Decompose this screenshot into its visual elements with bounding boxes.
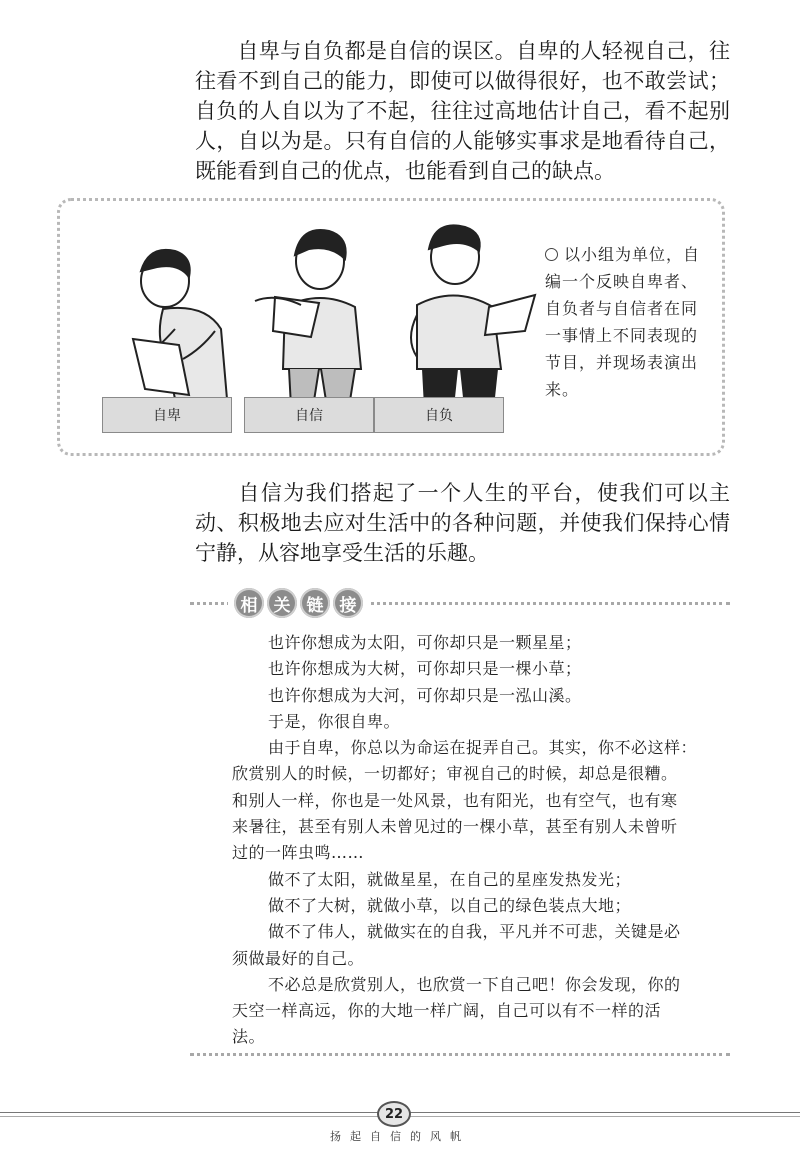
labels-row bbox=[102, 397, 552, 437]
footer-title: 扬起自信的风帆 bbox=[330, 1130, 470, 1143]
poem-line: 须做最好的自己。 bbox=[232, 948, 365, 968]
arrogant-boy-figure bbox=[411, 225, 535, 407]
poem-line: 不必总是欣赏别人，也欣赏一下自己吧！你会发现，你的 bbox=[268, 974, 681, 994]
poem-line: 也许你想成为大河，可你却只是一泓山溪。 bbox=[268, 685, 582, 705]
section-divider-bottom bbox=[190, 1053, 730, 1056]
poem-line: 于是，你很自卑。 bbox=[268, 711, 401, 731]
poem-line: 做不了太阳，就做星星，在自己的星座发热发光； bbox=[268, 869, 632, 889]
poem-line: 过的一阵虫鸣…… bbox=[232, 843, 365, 863]
related-links-title bbox=[228, 588, 369, 620]
label-arrogance: 自负 bbox=[374, 397, 504, 433]
label-self-abasement: 自卑 bbox=[102, 397, 232, 433]
poem-line: 也许你想成为太阳，可你却只是一颗星星； bbox=[268, 633, 582, 652]
poem-line: 做不了伟人，就做实在的自我，平凡并不可悲，关键是必 bbox=[268, 922, 681, 942]
hunched-boy-figure bbox=[133, 250, 227, 409]
circle-bullet-icon bbox=[545, 248, 558, 261]
title-char: 接 bbox=[333, 588, 363, 618]
poem-line: 由于自卑，你总以为命运在捉弄自己。其实，你不必这样： bbox=[268, 738, 698, 758]
title-char: 链 bbox=[300, 588, 330, 618]
label-self-confidence: 自信 bbox=[244, 397, 374, 433]
poem-line: 欣赏别人的时候，一切都好；审视自己的时候，却总是很糟。 bbox=[232, 764, 678, 784]
page-number: 22 bbox=[377, 1101, 411, 1127]
intro-paragraph: 自卑与自负都是自信的误区。自卑的人轻视自己，往往看不到自己的能力，即使可以做得很好，也不敢尝试；自负的人自以为了不起，往往过高地估计自己，看不起别人，自以为是。只有自信的人能够实事求是地看待自己，既能看到自己的优点，也能看到自己的缺点。 bbox=[195, 39, 730, 183]
activity-instruction: 以小组为单位，自编一个反映自卑者、自负者与自信者在同一事情上不同表现的节目，并现场表演出来。 bbox=[545, 245, 701, 399]
poem-line: 天空一样高远，你的大地一样广阔，自己可以有不一样的活 bbox=[232, 1001, 662, 1021]
poem-line: 做不了大树，就做小草，以自己的绿色装点大地； bbox=[268, 895, 632, 915]
title-char: 关 bbox=[267, 588, 297, 618]
poem-line: 也许你想成为大树，可你却只是一棵小草； bbox=[268, 659, 582, 679]
poem-line: 法。 bbox=[232, 1027, 266, 1047]
confident-boy-figure bbox=[255, 230, 361, 407]
poem-line: 来暑往，甚至有别人未曾见过的一棵小草，甚至有别人未曾听 bbox=[232, 817, 678, 837]
activity-box bbox=[57, 198, 725, 456]
boys-illustration bbox=[105, 219, 545, 409]
related-links-poem bbox=[232, 630, 714, 1051]
title-char: 相 bbox=[234, 588, 264, 618]
confidence-paragraph: 自信为我们搭起了一个人生的平台，使我们可以主动、积极地去应对生活中的各种问题，并使我们保持心情宁静，从容地享受生活的乐趣。 bbox=[195, 481, 730, 565]
poem-line: 和别人一样，你也是一处风景，也有阳光，也有空气，也有寒 bbox=[232, 790, 678, 810]
